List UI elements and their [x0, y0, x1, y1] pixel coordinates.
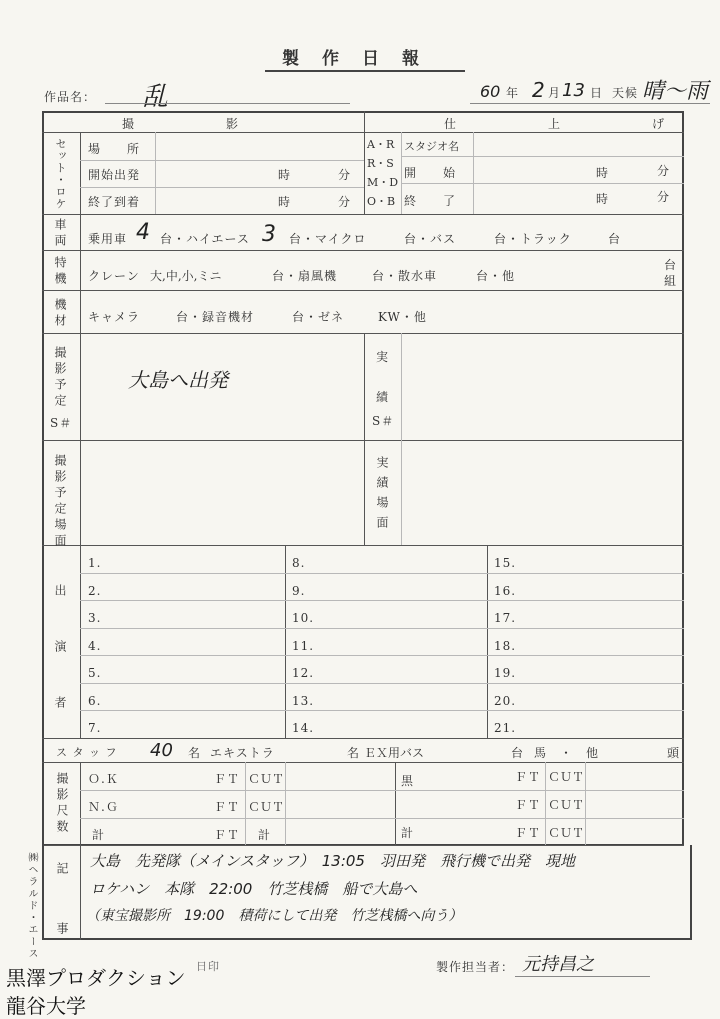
- rule: [42, 545, 684, 546]
- film-kuro-top: 黒: [401, 774, 415, 788]
- staff-label: ス タ ッ フ: [56, 746, 118, 759]
- film-kuro-ft2: ＦＴ: [515, 798, 542, 812]
- set-side-label: セット・ロケ: [54, 138, 67, 210]
- film-total: 計: [92, 828, 106, 842]
- cast-rule: [487, 600, 684, 601]
- cast-label: 出 演 者: [53, 584, 67, 724]
- finish-start-label: 開 始: [404, 166, 457, 180]
- vehicle-car-count: 4: [136, 220, 150, 245]
- ex-bus-label: ＥＸ用バス: [364, 746, 425, 760]
- finish-start-hour: 時: [596, 166, 610, 180]
- cast-rule: [285, 628, 487, 629]
- film-kuro-cut3: ＣＵＴ: [548, 826, 585, 840]
- rule: [80, 187, 364, 188]
- date-month: 2: [532, 78, 545, 102]
- cast-number: 7.: [88, 721, 102, 735]
- plan1-note: 大島へ出発: [128, 368, 228, 392]
- rule: [401, 333, 402, 545]
- date-day: 13: [562, 80, 585, 101]
- date-stamp-stub: 日印: [196, 960, 220, 973]
- notes-line-3: （東宝撮影所 19:00 積荷にして出発 竹芝桟橋へ向う）: [86, 908, 463, 924]
- rule: [42, 440, 684, 441]
- film-label: 撮影尺数: [55, 772, 69, 836]
- ex-bus-unit: 台: [511, 746, 525, 760]
- code-ar: A・R: [367, 138, 395, 151]
- special-other: 台・他: [476, 269, 516, 283]
- special-sizes: 大,中,小,ミニ: [150, 269, 222, 283]
- film-total-cut: 計: [258, 828, 272, 842]
- cast-rule: [285, 710, 487, 711]
- work-name-underline: [105, 103, 350, 104]
- date-month-label: 月: [548, 86, 562, 100]
- rule: [473, 132, 474, 214]
- cast-rule: [487, 683, 684, 684]
- finish-start-minute: 分: [657, 164, 671, 178]
- producer-underline: [515, 976, 650, 977]
- film-kuro-bottom: 計: [401, 826, 415, 840]
- notes-line-2: ロケハン 本隊 22:00 竹芝桟橋 船で大島へ: [90, 880, 418, 898]
- cast-rule: [80, 710, 285, 711]
- cast-number: 4.: [88, 639, 102, 653]
- plan1-actual-sno: S＃: [372, 414, 395, 428]
- producer-name: 元持昌之: [522, 954, 594, 975]
- code-ob: O・B: [367, 195, 396, 208]
- rule: [42, 762, 684, 763]
- cast-rule: [285, 573, 487, 574]
- special-unit-a: 台: [664, 258, 678, 272]
- equipment-label: 機材: [53, 298, 67, 330]
- vehicle-bus: 台・バス: [404, 232, 457, 246]
- shooting-head: 撮 影: [122, 117, 240, 131]
- plan1-actual2: 績: [376, 390, 390, 404]
- rule: [401, 183, 684, 184]
- finish-end-label: 終 了: [404, 194, 457, 208]
- cast-rule: [80, 628, 285, 629]
- vehicle-micro: 台・マイクロ: [289, 232, 367, 246]
- film-ok-cut: ＣＵＴ: [248, 772, 285, 786]
- work-name-label: 作品名：: [44, 90, 97, 104]
- plan1-label: 撮影予定: [53, 346, 67, 410]
- equip-gen: 台・ゼネ: [292, 310, 345, 324]
- staff-count: 40: [150, 740, 173, 761]
- cast-number: 10.: [292, 611, 315, 625]
- rule: [42, 738, 684, 739]
- rule: [80, 818, 684, 819]
- finishing-head: 仕 上 げ: [444, 117, 666, 131]
- rule: [42, 132, 684, 133]
- special-crane: クレーン: [88, 269, 140, 283]
- rule: [42, 333, 684, 334]
- rule: [42, 250, 684, 251]
- rule: [401, 156, 684, 157]
- vehicle-truck: 台・トラック: [494, 232, 572, 246]
- cast-number: 19.: [494, 666, 517, 680]
- plan1-sno: S＃: [50, 416, 73, 430]
- date-year-label: 年: [506, 86, 520, 100]
- equip-camera: キャメラ: [88, 310, 141, 324]
- rule: [545, 762, 546, 845]
- rule: [80, 762, 81, 845]
- cast-number: 18.: [494, 639, 517, 653]
- title-underline: [265, 70, 465, 72]
- cast-number: 12.: [292, 666, 315, 680]
- extra-label: エキストラ: [210, 746, 275, 760]
- film-ng: Ｎ.Ｇ: [88, 800, 119, 814]
- cast-number: 3.: [88, 611, 102, 625]
- cast-number: 9.: [292, 584, 306, 598]
- cast-rule: [80, 600, 285, 601]
- vehicle-hiace-count: 3: [262, 222, 276, 247]
- code-rs: R・S: [367, 157, 394, 170]
- set-end-minute: 分: [338, 195, 352, 209]
- cast-number: 2.: [88, 584, 102, 598]
- code-md: M・D: [367, 176, 399, 189]
- cast-rule: [285, 600, 487, 601]
- vehicle-car: 乗用車: [88, 232, 128, 246]
- cast-number: 8.: [292, 556, 306, 570]
- cast-number: 21.: [494, 721, 517, 735]
- notes-label: 記 事: [55, 862, 69, 952]
- film-ng-ft: ＦＴ: [214, 800, 241, 814]
- set-start-hour: 時: [278, 168, 292, 182]
- cast-rule: [285, 683, 487, 684]
- rule: [42, 214, 684, 215]
- cast-number: 15.: [494, 556, 517, 570]
- cast-rule: [487, 628, 684, 629]
- plan2-actual: 実績場面: [375, 456, 389, 536]
- rule: [585, 762, 586, 845]
- cast-rule: [80, 655, 285, 656]
- horse-label: 馬 ・ 他: [534, 746, 600, 760]
- watermark-line2: 龍谷大学: [6, 994, 86, 1018]
- film-kuro-cut2: ＣＵＴ: [548, 798, 585, 812]
- plan2-label: 撮影予定場面: [53, 454, 67, 550]
- cast-number: 6.: [88, 694, 102, 708]
- work-name-value: 乱: [142, 82, 169, 112]
- rule: [80, 790, 684, 791]
- cast-number: 14.: [292, 721, 315, 735]
- weather-label: 天候: [612, 86, 639, 100]
- set-place-label: 場 所: [88, 142, 141, 156]
- special-fan: 台・扇風機: [272, 269, 338, 283]
- rule: [80, 132, 81, 738]
- film-kuro-ft1: ＦＴ: [515, 770, 542, 784]
- rule: [401, 132, 402, 214]
- cast-rule: [487, 573, 684, 574]
- date-underline: [470, 103, 710, 104]
- vehicle-unit: 台: [608, 232, 622, 246]
- cast-number: 16.: [494, 584, 517, 598]
- plan1-actual: 実: [376, 350, 390, 364]
- special-water: 台・散水車: [372, 269, 438, 283]
- horse-unit: 頭: [667, 746, 681, 760]
- rule: [80, 845, 81, 940]
- cast-number: 20.: [494, 694, 517, 708]
- cast-rule: [80, 683, 285, 684]
- rule: [395, 762, 396, 845]
- studio-label: スタジオ名: [404, 140, 459, 153]
- finish-end-minute: 分: [657, 190, 671, 204]
- film-kuro-cut1: ＣＵＴ: [548, 770, 585, 784]
- rule: [80, 160, 364, 161]
- extra-person: 名: [347, 746, 361, 760]
- page-title: 製 作 日 報: [282, 49, 422, 69]
- set-end-label: 終了到着: [88, 195, 141, 209]
- special-label: 特機: [53, 256, 67, 288]
- notes-line-1: 大島 先発隊（メインスタッフ） 13:05 羽田発 飛行機で出発 現地: [90, 852, 575, 870]
- date-day-label: 日: [590, 86, 604, 100]
- rule: [285, 762, 286, 845]
- watermark-line1: 黒澤プロダクション: [6, 966, 186, 990]
- film-ok-ft: ＦＴ: [214, 772, 241, 786]
- film-total-ft: ＦＴ: [214, 828, 241, 842]
- cast-number: 17.: [494, 611, 517, 625]
- producer-label: 製作担当者：: [436, 960, 515, 974]
- film-ng-cut: ＣＵＴ: [248, 800, 285, 814]
- finish-end-hour: 時: [596, 192, 610, 206]
- date-year: 60: [480, 82, 501, 101]
- cast-number: 13.: [292, 694, 315, 708]
- film-kuro-ft3: ＦＴ: [515, 826, 542, 840]
- equip-kw: KW・他: [378, 310, 427, 324]
- company-side-label: ㈱ヘラルド・エース: [26, 852, 37, 960]
- cast-number: 1.: [88, 556, 102, 570]
- rule: [364, 111, 365, 214]
- rule: [42, 290, 684, 291]
- cast-rule: [487, 655, 684, 656]
- cast-number: 5.: [88, 666, 102, 680]
- cast-rule: [285, 655, 487, 656]
- set-end-hour: 時: [278, 195, 292, 209]
- set-start-minute: 分: [338, 168, 352, 182]
- vehicle-hiace: 台・ハイエース: [160, 232, 250, 246]
- vehicles-label: 車両: [53, 218, 67, 250]
- weather-value: 晴～雨: [642, 79, 709, 104]
- film-ok: Ｏ.Ｋ: [88, 772, 119, 786]
- special-unit-b: 組: [664, 274, 678, 288]
- rule: [245, 762, 246, 845]
- rule: [364, 333, 365, 545]
- cast-number: 11.: [292, 639, 315, 653]
- staff-person: 名: [188, 746, 202, 760]
- cast-rule: [80, 573, 285, 574]
- set-start-label: 開始出発: [88, 168, 141, 182]
- cast-rule: [487, 710, 684, 711]
- rule: [155, 132, 156, 214]
- equip-audio: 台・録音機材: [176, 310, 255, 324]
